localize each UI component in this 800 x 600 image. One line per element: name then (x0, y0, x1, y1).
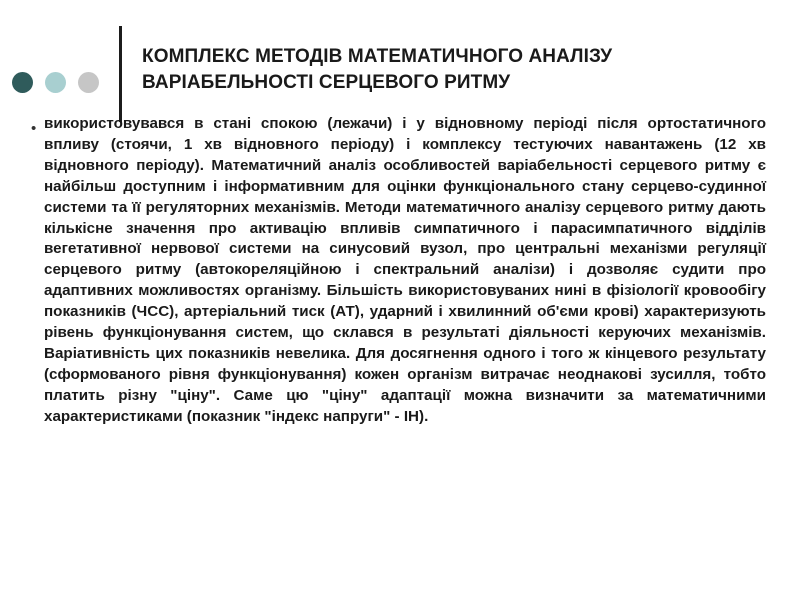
accent-vertical-line (119, 26, 122, 122)
decorative-dots (12, 72, 99, 93)
bullet-marker: • (31, 120, 37, 137)
dot-dark (12, 72, 33, 93)
body-paragraph: використовувався в стані спокою (лежачи) і у відновному періоді після ортостатичного впливу (стоячи, 1 хв відновного періоду) і комплексу тестуючих навантажень (12 хв відновного періоду). Математичний аналіз особливостей варіабельності серцевого ритму є найбільш доступним і інформативним для оцінки функціонального стану серцево-судинної системи та її регуляторних механізмів. Методи математичного аналізу серцевого ритму дають кількісне значення про активацію впливів симпатичного і парасимпатичного відділів вегетативної нервової системи на синусовий вузол, про центральні механізми регуляції серцевого ритму (автокореляційною і спектральний аналізи) і дозволяє судити про адаптивних можливостях організму. Більшість використовуваних нині в фізіології кровообігу показників (ЧСС), артеріальний тиск (АТ), ударний і хвилинний об'єми крові) характеризують рівень функціонування систем, що склався в результаті діяльності керуючих механізмів. Варіативність цих показників невелика. Для досягнення одного і того ж кінцевого результату (сформованого рівня функціонування) кожен організм витрачає неоднакові зусилля, тобто платить різну "ціну". Саме цю "ціну" адаптації можна визначити за математичними характеристиками (показник "індекс напруги" - ІН). (44, 115, 766, 425)
dot-gray (78, 72, 99, 93)
dot-light-teal (45, 72, 66, 93)
slide-title: КОМПЛЕКС МЕТОДІВ МАТЕМАТИЧНОГО АНАЛІЗУ ВАРІАБЕЛЬНОСТІ СЕРЦЕВОГО РИТМУ (142, 46, 613, 93)
